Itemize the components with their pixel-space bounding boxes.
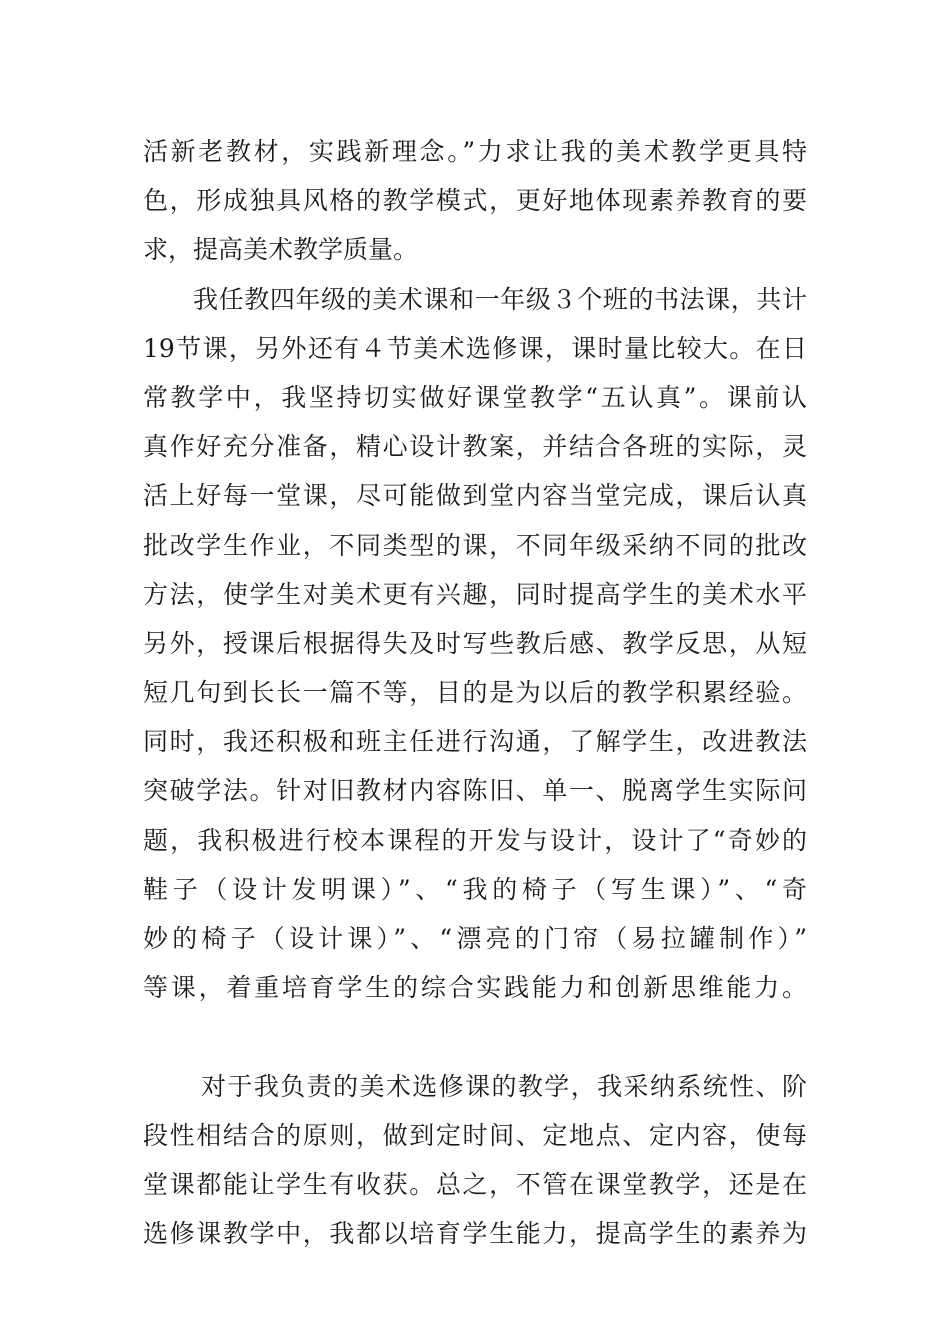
text-line: 求，提高美术教学质量。 bbox=[143, 235, 419, 265]
text-line: 色，形成独具风格的教学模式，更好地体现素养教育的要 bbox=[143, 186, 807, 216]
text-line: 批改学生作业，不同类型的课，不同年级采纳不同的批改 bbox=[143, 530, 807, 560]
text-line: 19节课，另外还有４节美术选修课，课时量比较大。在日 bbox=[143, 333, 807, 363]
text-line bbox=[143, 1012, 807, 1061]
text-line: 对于我负责的美术选修课的教学，我采纳系统性、阶 bbox=[201, 1071, 807, 1101]
text-line: 短几句到长长一篇不等，目的是为以后的教学积累经验。 bbox=[143, 678, 807, 708]
text-line: 鞋子（设计发明课）”、“我的椅子（写生课）”、“奇 bbox=[143, 874, 807, 904]
text-line: 真作好充分准备，精心设计教案，并结合各班的实际，灵 bbox=[143, 432, 807, 462]
paragraph-2 bbox=[143, 275, 807, 1062]
text-line: 另外，授课后根据得失及时写些教后感、教学反思，从短 bbox=[143, 628, 807, 658]
text-line: 突破学法。针对旧教材内容陈旧、单一、脱离学生实际问 bbox=[143, 776, 807, 806]
text-line: 我任教四年级的美术课和一年级３个班的书法课，共计 bbox=[193, 284, 807, 314]
text-line: 选修课教学中，我都以培育学生能力，提高学生的素养为 bbox=[143, 1219, 807, 1249]
paragraph-3 bbox=[143, 1062, 807, 1259]
text-line: 堂课都能让学生有收获。总之，不管在课堂教学，还是在 bbox=[143, 1169, 807, 1199]
document-body bbox=[143, 127, 807, 1258]
text-line: 题，我积极进行校本课程的开发与设计，设计了“奇妙的 bbox=[143, 825, 807, 855]
text-line: 同时，我还积极和班主任进行沟通，了解学生，改进教法 bbox=[143, 727, 807, 757]
text-line: 妙的椅子（设计课）”、“漂亮的门帘（易拉罐制作）” bbox=[143, 924, 807, 953]
paragraph-1 bbox=[143, 127, 807, 275]
text-line: 等课，着重培育学生的综合实践能力和创新思维能力。 bbox=[143, 973, 807, 1003]
text-line: 常教学中，我坚持切实做好课堂教学“五认真”。课前认 bbox=[143, 382, 807, 412]
text-line: 段性相结合的原则，做到定时间、定地点、定内容，使每 bbox=[143, 1120, 807, 1150]
text-line: 方法，使学生对美术更有兴趣，同时提高学生的美术水平 bbox=[143, 579, 807, 609]
text-line: 活上好每一堂课，尽可能做到堂内容当堂完成，课后认真 bbox=[143, 481, 807, 511]
text-line: 活新老教材，实践新理念。”力求让我的美术教学更具特 bbox=[143, 137, 807, 166]
